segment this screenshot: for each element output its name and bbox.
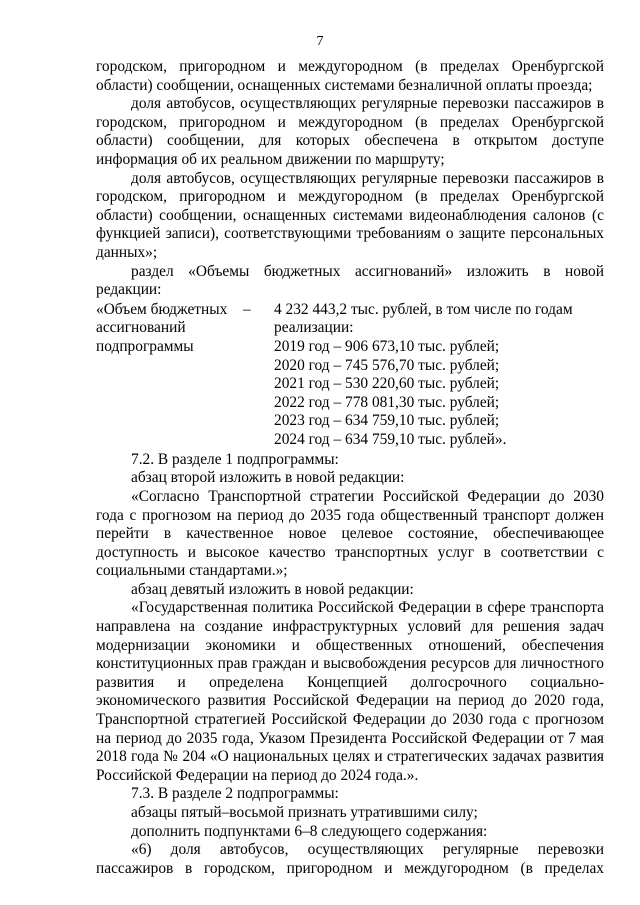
budget-label-line: «Объем бюджетных [96, 300, 228, 318]
budget-year-2023: 2023 год – 634 759,10 тыс. рублей; [274, 412, 500, 430]
budget-year-2021: 2021 год – 530 220,60 тыс. рублей; [274, 375, 500, 393]
budget-year-2022: 2022 год – 778 081,30 тыс. рублей; [274, 393, 500, 411]
budget-year-2019: 2019 год – 906 673,10 тыс. рублей; [274, 337, 500, 355]
paragraph: абзац второй изложить в новой редакции: [131, 469, 405, 487]
section-heading: 7.2. В разделе 1 подпрограммы: [131, 450, 339, 468]
quoted-paragraph: «Согласно Транспортной стратегии Российской Федерации до 2030 года с прогнозом на период до 2035 года общественный транспорт должен перейти в качественное новое целевое состояние, обеспечивающее доступность и высокое качество транспортных услуг в соответствии с социальными стандартами.»; [96, 487, 604, 580]
paragraph: городском, пригородном и междугородном (в пределах Оренбургской области) сообщении, оснащенных системами безналичной оплаты проезда; [96, 58, 604, 94]
paragraph: «6) доля автобусов, осуществляющих регулярные перевозки пассажиров в городском, пригородном и междугородном (в пределах [96, 841, 604, 877]
paragraph: абзацы пятый–восьмой признать утратившими силу; [131, 804, 478, 821]
paragraph: доля автобусов, осуществляющих регулярные перевозки пассажиров в городском, пригородном и междугородном (в пределах Оренбургской области) сообщении, для которых обеспечена в открытом доступе информация об их реальном движении по маршруту; [96, 95, 604, 168]
page-number: 7 [316, 34, 324, 49]
paragraph: дополнить подпунктами 6–8 следующего содержания: [131, 822, 488, 840]
budget-values [274, 301, 604, 450]
budget-year-2024: 2024 год – 634 759,10 тыс. рублей». [274, 430, 507, 448]
paragraph: раздел «Объемы бюджетных ассигнований» изложить в новой редакции: [96, 262, 604, 299]
section-heading: 7.3. В разделе 2 подпрограммы: [131, 785, 339, 803]
paragraph: абзац девятый изложить в новой редакции: [131, 580, 414, 598]
budget-year-2020: 2020 год – 745 576,70 тыс. рублей; [274, 356, 500, 374]
document-body [96, 58, 604, 878]
paragraph: доля автобусов, осуществляющих регулярные перевозки пассажиров в городском, пригородном и междугородном (в пределах Оренбургской области) сообщении, оснащенных системами видеонаблюдения салонов (с функцией записи), соответствующими требованиям о защите персональных данных»; [96, 169, 604, 261]
budget-total-line: 4 232 443,2 тыс. рублей, в том числе по годам [274, 300, 573, 318]
budget-label [96, 301, 246, 357]
budget-allocation-block [96, 300, 604, 448]
quoted-paragraph: «Государственная политика Российской Федерации в сфере транспорта направлена на создание инфраструктурных условий для решения задач модернизации экономики и общественных отношений, обеспечения конституционных прав граждан и высвобождения ресурсов для личностного развития и определена Концепцией долгосрочного социально-экономического развития Российской Федерации на период до 2020 года, Транспортной стратегией Российской Федерации до 2030 года с прогнозом на период до 2035 года, Указом Президента Российской Федерации от 7 мая 2018 года № 204 «О национальных целях и стратегических задачах развития Российской Федерации на период до 2024 года.». [96, 599, 604, 784]
budget-label-line: ассигнований [96, 319, 186, 337]
budget-total-line: реализации: [274, 319, 354, 337]
budget-dash: – [243, 300, 251, 318]
budget-label-line: подпрограммы [96, 337, 194, 355]
